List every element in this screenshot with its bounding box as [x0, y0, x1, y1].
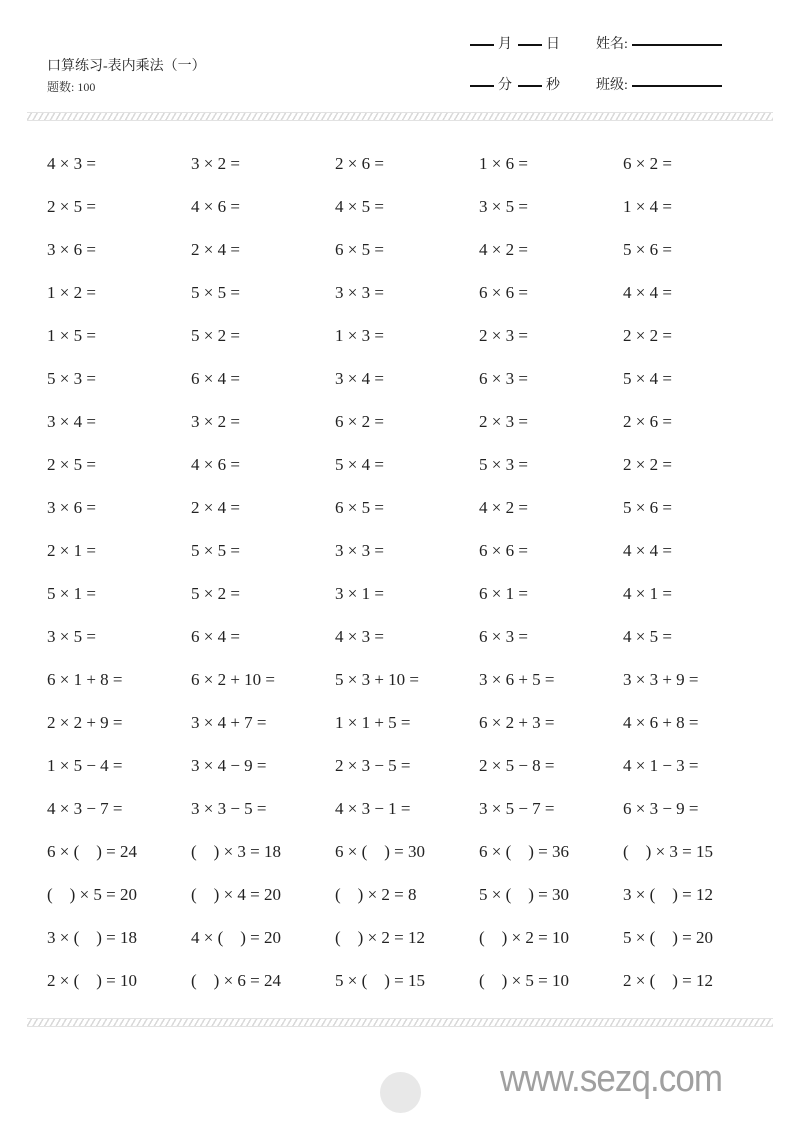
- problem-row: [47, 927, 787, 970]
- problem-item: 3 × 6 =: [47, 498, 96, 517]
- name-field[interactable]: [632, 44, 722, 46]
- problem-item: 6 × 3 =: [479, 627, 528, 646]
- problem-item: 4 × 4 =: [623, 283, 672, 302]
- problem-item: 3 × 3 =: [335, 283, 384, 302]
- problem-item: 6 × ( ) = 24: [47, 842, 137, 861]
- problem-item: 5 × 5 =: [191, 541, 240, 560]
- problem-item: 4 × 2 =: [479, 240, 528, 259]
- problem-item: 5 × 3 =: [479, 455, 528, 474]
- problem-item: 5 × 3 + 10 =: [335, 670, 420, 689]
- problem-item: 6 × 3 − 9 =: [623, 799, 699, 818]
- month-blank[interactable]: [470, 44, 494, 46]
- day-label: 日: [546, 37, 560, 52]
- problem-item: 3 × ( ) = 12: [623, 885, 713, 904]
- top-divider: [27, 112, 773, 121]
- problem-row: [47, 497, 787, 540]
- problem-item: 3 × 4 =: [335, 369, 384, 388]
- problem-item: 3 × 5 − 7 =: [479, 799, 555, 818]
- problem-item: 3 × 2 =: [191, 412, 240, 431]
- class-field[interactable]: [632, 85, 722, 87]
- problem-item: 2 × 4 =: [191, 240, 240, 259]
- problem-item: 6 × ( ) = 36: [479, 842, 569, 861]
- problem-item: ( ) × 4 = 20: [191, 885, 281, 904]
- problem-item: 6 × 2 + 3 =: [479, 713, 555, 732]
- name-label: 姓名:: [596, 37, 628, 52]
- class-label: 班级:: [596, 78, 628, 93]
- problem-item: 1 × 4 =: [623, 197, 672, 216]
- problem-item: 4 × 5 =: [623, 627, 672, 646]
- problem-row: [47, 970, 787, 1013]
- problem-item: 5 × 6 =: [623, 240, 672, 259]
- problem-item: 1 × 5 − 4 =: [47, 756, 123, 775]
- problem-grid: [47, 153, 787, 1013]
- problem-item: 2 × 3 − 5 =: [335, 756, 411, 775]
- problem-item: 5 × 4 =: [335, 455, 384, 474]
- problem-row: [47, 411, 787, 454]
- problem-item: 6 × 5 =: [335, 240, 384, 259]
- problem-item: 5 × 2 =: [191, 584, 240, 603]
- problem-row: [47, 454, 787, 497]
- problem-row: [47, 583, 787, 626]
- problem-item: 6 × 4 =: [191, 369, 240, 388]
- minute-blank[interactable]: [470, 85, 494, 87]
- problem-item: 1 × 5 =: [47, 326, 96, 345]
- problem-item: 6 × 6 =: [479, 541, 528, 560]
- problem-item: 3 × 4 + 7 =: [191, 713, 267, 732]
- problem-item: ( ) × 5 = 20: [47, 885, 137, 904]
- problem-item: 4 × 6 =: [191, 197, 240, 216]
- problem-item: 3 × 6 + 5 =: [479, 670, 555, 689]
- problem-item: 4 × 2 =: [479, 498, 528, 517]
- problem-item: 6 × 3 =: [479, 369, 528, 388]
- month-label: 月: [498, 37, 512, 52]
- problem-item: 2 × 3 =: [479, 412, 528, 431]
- problem-item: 1 × 2 =: [47, 283, 96, 302]
- problem-item: 2 × 2 =: [623, 455, 672, 474]
- problem-row: [47, 798, 787, 841]
- problem-item: 3 × 6 =: [47, 240, 96, 259]
- problem-item: 5 × ( ) = 30: [479, 885, 569, 904]
- problem-item: 2 × ( ) = 12: [623, 971, 713, 990]
- problem-row: [47, 755, 787, 798]
- problem-row: [47, 239, 787, 282]
- problem-row: [47, 540, 787, 583]
- problem-item: 2 × 2 + 9 =: [47, 713, 123, 732]
- second-label: 秒: [546, 78, 560, 93]
- worksheet-title: 口算练习-表内乘法（一）: [47, 59, 206, 74]
- problem-item: 5 × ( ) = 15: [335, 971, 425, 990]
- problem-item: 4 × 3 =: [335, 627, 384, 646]
- problem-item: 6 × 2 =: [335, 412, 384, 431]
- problem-item: 4 × 3 − 7 =: [47, 799, 123, 818]
- problem-item: ( ) × 6 = 24: [191, 971, 281, 990]
- problem-item: 4 × 6 =: [191, 455, 240, 474]
- problem-item: 3 × 4 =: [47, 412, 96, 431]
- date-name-row: [470, 33, 722, 53]
- problem-item: ( ) × 3 = 18: [191, 842, 281, 861]
- problem-item: 2 × 2 =: [623, 326, 672, 345]
- problem-item: 2 × 5 =: [47, 455, 96, 474]
- problem-item: 4 × 4 =: [623, 541, 672, 560]
- second-blank[interactable]: [518, 85, 542, 87]
- problem-row: [47, 626, 787, 669]
- problem-item: 4 × 1 − 3 =: [623, 756, 699, 775]
- problem-item: 4 × 3 =: [47, 154, 96, 173]
- problem-item: 1 × 1 + 5 =: [335, 713, 411, 732]
- problem-item: 5 × ( ) = 20: [623, 928, 713, 947]
- problem-item: 2 × ( ) = 10: [47, 971, 137, 990]
- problem-item: 4 × 6 + 8 =: [623, 713, 699, 732]
- problem-item: ( ) × 3 = 15: [623, 842, 713, 861]
- problem-item: 5 × 1 =: [47, 584, 96, 603]
- problem-item: 6 × 1 + 8 =: [47, 670, 123, 689]
- problem-item: 2 × 4 =: [191, 498, 240, 517]
- problem-item: ( ) × 2 = 12: [335, 928, 425, 947]
- problem-item: 1 × 3 =: [335, 326, 384, 345]
- problem-row: [47, 884, 787, 927]
- problem-item: 3 × 2 =: [191, 154, 240, 173]
- problem-item: 5 × 3 =: [47, 369, 96, 388]
- problem-item: ( ) × 2 = 8: [335, 885, 417, 904]
- time-class-row: [470, 74, 722, 94]
- problem-item: 5 × 4 =: [623, 369, 672, 388]
- problem-item: 2 × 5 =: [47, 197, 96, 216]
- watermark-url: www.sezq.com: [500, 1058, 723, 1100]
- bottom-divider: [27, 1018, 773, 1027]
- problem-item: 5 × 2 =: [191, 326, 240, 345]
- problem-item: 2 × 3 =: [479, 326, 528, 345]
- problem-row: [47, 196, 787, 239]
- minute-label: 分: [498, 78, 512, 93]
- problem-item: 3 × 3 + 9 =: [623, 670, 699, 689]
- problem-item: 3 × 3 =: [335, 541, 384, 560]
- problem-item: 6 × 6 =: [479, 283, 528, 302]
- problem-item: 3 × 4 − 9 =: [191, 756, 267, 775]
- problem-item: 2 × 6 =: [335, 154, 384, 173]
- problem-row: [47, 712, 787, 755]
- problem-item: 4 × 3 − 1 =: [335, 799, 411, 818]
- problem-row: [47, 282, 787, 325]
- problem-count: 题数: 100: [47, 80, 96, 94]
- problem-item: 2 × 6 =: [623, 412, 672, 431]
- problem-item: 4 × 5 =: [335, 197, 384, 216]
- problem-item: 6 × ( ) = 30: [335, 842, 425, 861]
- problem-row: [47, 325, 787, 368]
- problem-item: 6 × 1 =: [479, 584, 528, 603]
- problem-item: 4 × 1 =: [623, 584, 672, 603]
- problem-item: 1 × 6 =: [479, 154, 528, 173]
- problem-item: 5 × 5 =: [191, 283, 240, 302]
- problem-item: 3 × 5 =: [479, 197, 528, 216]
- problem-item: 6 × 2 + 10 =: [191, 670, 276, 689]
- problem-item: 3 × 1 =: [335, 584, 384, 603]
- problem-row: [47, 841, 787, 884]
- problem-item: 2 × 1 =: [47, 541, 96, 560]
- footer-circle-decoration: [380, 1072, 421, 1113]
- problem-row: [47, 153, 787, 196]
- problem-item: 3 × ( ) = 18: [47, 928, 137, 947]
- problem-item: 2 × 5 − 8 =: [479, 756, 555, 775]
- problem-item: 6 × 2 =: [623, 154, 672, 173]
- problem-item: ( ) × 5 = 10: [479, 971, 569, 990]
- problem-item: 5 × 6 =: [623, 498, 672, 517]
- problem-row: [47, 669, 787, 712]
- problem-item: 3 × 3 − 5 =: [191, 799, 267, 818]
- problem-item: 3 × 5 =: [47, 627, 96, 646]
- day-blank[interactable]: [518, 44, 542, 46]
- problem-item: ( ) × 2 = 10: [479, 928, 569, 947]
- problem-item: 6 × 4 =: [191, 627, 240, 646]
- problem-row: [47, 368, 787, 411]
- problem-item: 6 × 5 =: [335, 498, 384, 517]
- problem-item: 4 × ( ) = 20: [191, 928, 281, 947]
